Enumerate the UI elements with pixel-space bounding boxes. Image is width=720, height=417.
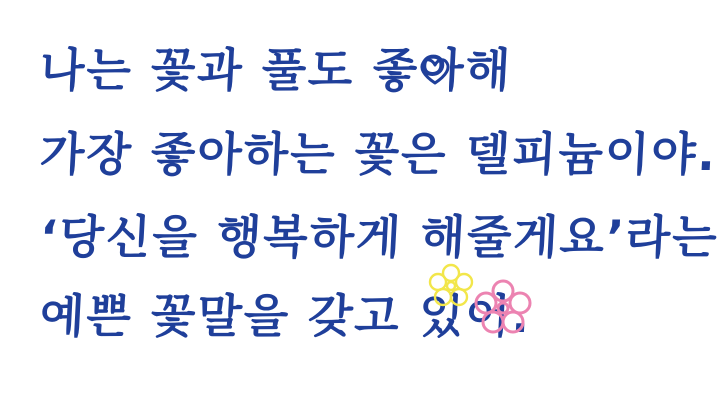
text-line-3: ‘당신을 행복하게 해줄게요’라는 (38, 210, 720, 264)
text-line-1: 나는 꽃과 풀도 좋아해 (38, 43, 514, 97)
text-line-4: 예쁜 꽃말을 갖고 있어. (38, 289, 533, 343)
heart-icon (418, 54, 452, 88)
pink-flower-icon (472, 278, 534, 338)
pink-flower-petals (476, 281, 530, 332)
yellow-flower-icon (426, 262, 476, 310)
text-line-2: 가장 좋아하는 꽃은 델피늄이야. (38, 127, 719, 181)
heart-outline (422, 60, 448, 83)
yellow-flower-petals (430, 265, 472, 305)
